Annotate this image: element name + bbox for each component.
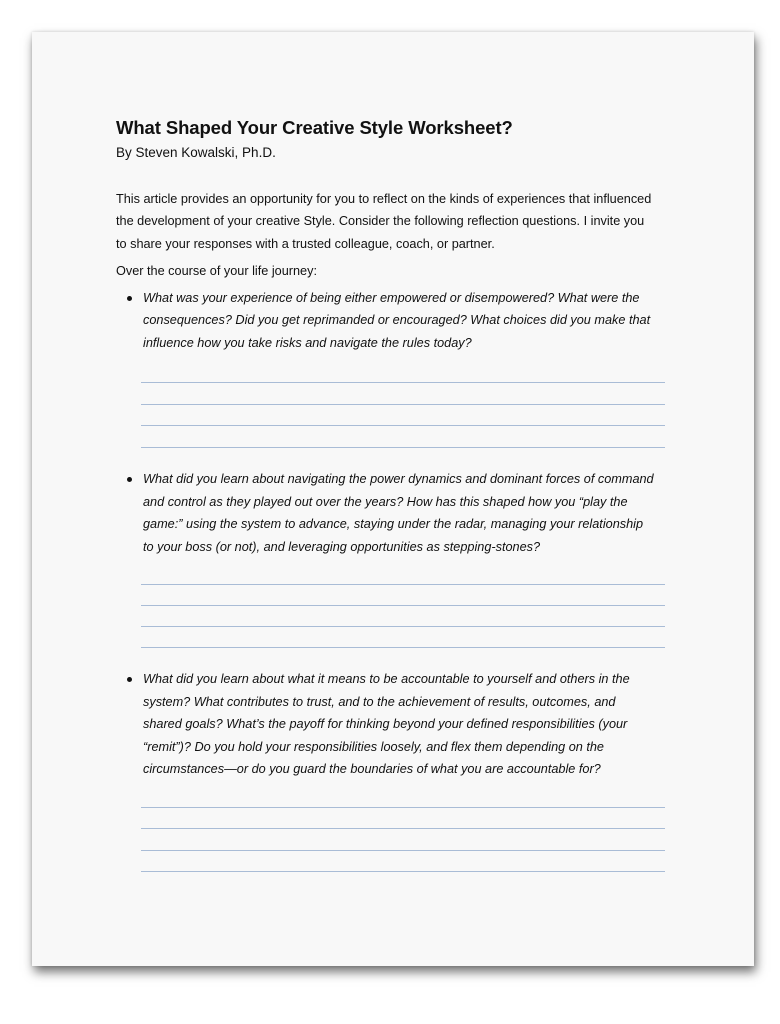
- bullet-icon: [127, 296, 132, 301]
- question-line: game:” using the system to advance, staying under the radar, managing your relationship: [143, 517, 644, 532]
- question-item: [116, 668, 676, 781]
- worksheet-page: [32, 32, 754, 966]
- bullet-icon: [127, 677, 132, 682]
- answer-line[interactable]: [141, 626, 665, 627]
- answer-line[interactable]: [141, 605, 665, 606]
- question-line: What did you learn about navigating the power dynamics and dominant forces of command: [143, 472, 654, 487]
- answer-line[interactable]: [141, 382, 665, 383]
- answer-line[interactable]: [141, 807, 665, 808]
- intro-line: to share your responses with a trusted colleague, coach, or partner.: [116, 236, 495, 251]
- answer-line[interactable]: [141, 850, 665, 851]
- answer-line[interactable]: [141, 871, 665, 872]
- worksheet-content: [116, 116, 676, 893]
- answer-lines[interactable]: [141, 807, 665, 873]
- answer-line[interactable]: [141, 404, 665, 405]
- answer-line[interactable]: [141, 828, 665, 829]
- question-line: What did you learn about what it means to be accountable to yourself and others in the: [143, 672, 630, 687]
- intro-paragraph: [116, 188, 676, 255]
- question-line: and control as they played out over the years? How has this shaped how you “play the: [143, 494, 628, 509]
- page-title: What Shaped Your Creative Style Worksheet?: [116, 117, 513, 138]
- question-line: shared goals? What’s the payoff for thinking beyond your defined responsibilities (your: [143, 717, 628, 732]
- question-line: system? What contributes to trust, and to the achievement of results, outcomes, and: [143, 694, 616, 709]
- question-line: consequences? Did you get reprimanded or encouraged? What choices did you make that: [143, 313, 651, 328]
- question-line: influence how you take risks and navigate the rules today?: [143, 335, 472, 350]
- question-item: [116, 468, 676, 558]
- question-line: circumstances—or do you guard the boundaries of what you are accountable for?: [143, 762, 601, 777]
- answer-line[interactable]: [141, 584, 665, 585]
- question-line: to your boss (or not), and leveraging opportunities as stepping-stones?: [143, 539, 541, 554]
- answer-line[interactable]: [141, 425, 665, 426]
- intro-line: the development of your creative Style. Consider the following reflection questions. I invite you: [116, 214, 645, 229]
- bullet-icon: [127, 477, 132, 482]
- intro-line: This article provides an opportunity for you to reflect on the kinds of experiences that influenced: [116, 192, 652, 206]
- answer-line[interactable]: [141, 447, 665, 448]
- question-line: What was your experience of being either empowered or disempowered? What were the: [143, 290, 640, 305]
- question-line: “remit”)? Do you hold your responsibilities loosely, and flex them depending on the: [143, 739, 604, 754]
- question-item: [116, 287, 676, 355]
- answer-lines[interactable]: [141, 382, 665, 448]
- author-byline: By Steven Kowalski, Ph.D.: [116, 145, 276, 160]
- answer-lines[interactable]: [141, 584, 665, 648]
- lead-in-text: Over the course of your life journey:: [116, 263, 317, 278]
- answer-line[interactable]: [141, 647, 665, 648]
